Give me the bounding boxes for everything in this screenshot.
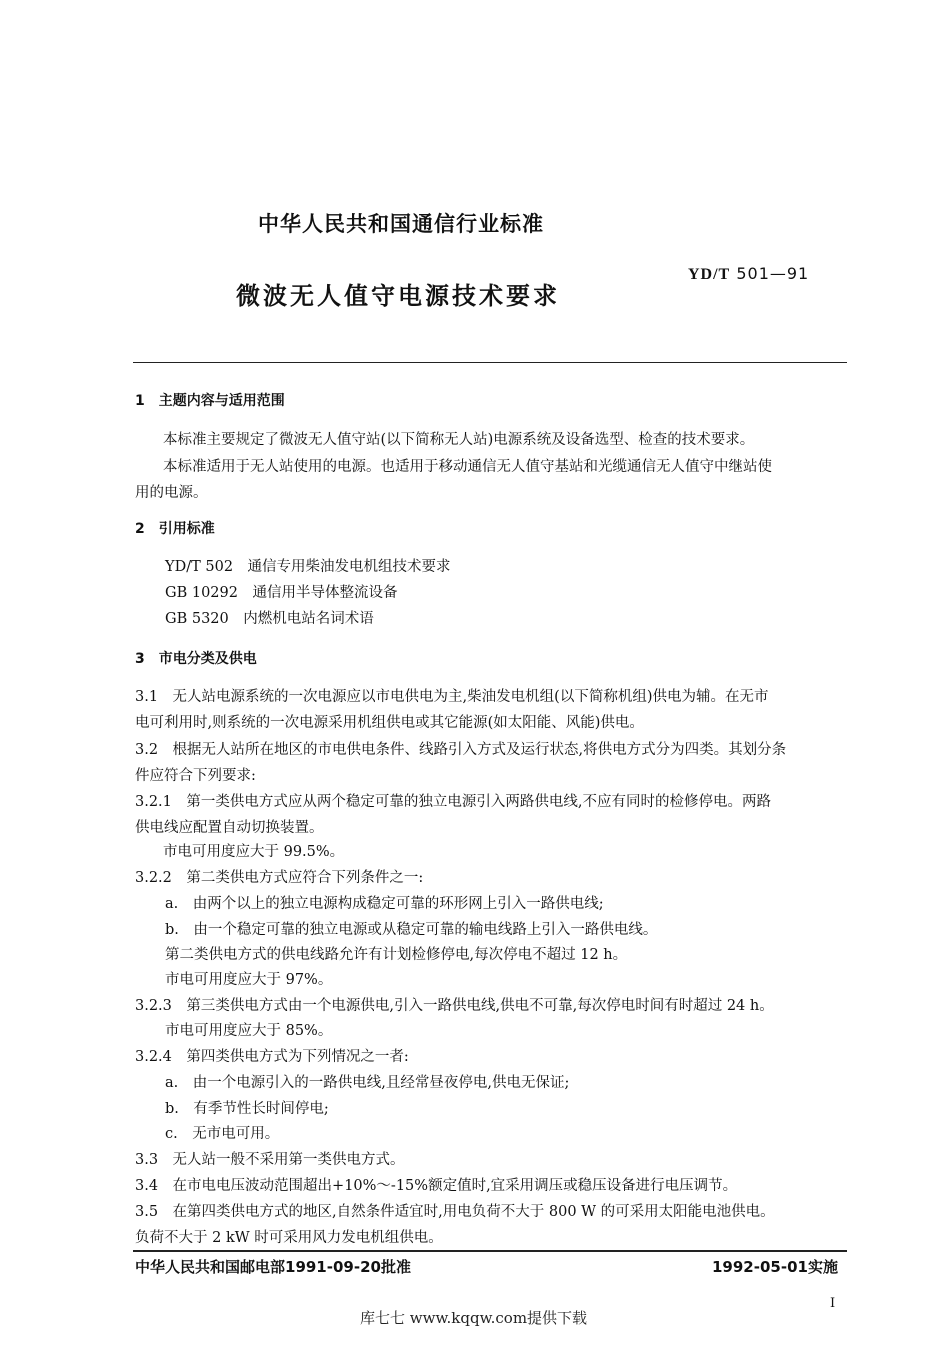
clause-line: 3.2.1 第一类供电方式应从两个稳定可靠的独立电源引入两路供电线,不应有同时的检修停电。两路 [135, 794, 771, 810]
body-line: 市电可用度应大于 97%。 [165, 972, 333, 988]
reference-line: YD/T 502 通信专用柴油发电机组技术要求 [165, 559, 451, 575]
body-line: 件应符合下列要求: [135, 768, 256, 784]
body-line: 市电可用度应大于 99.5%。 [163, 844, 345, 860]
clause-line: 3.2 根据无人站所在地区的市电供电条件、线路引入方式及运行状态,将供电方式分为四类。其划分条 [135, 742, 787, 758]
section-heading: 2 引用标准 [135, 521, 215, 537]
list-item: c. 无市电可用。 [165, 1126, 280, 1142]
clause-line: 3.2.4 第四类供电方式为下列情况之一者: [135, 1049, 409, 1065]
body-line: 本标准主要规定了微波无人值守站(以下简称无人站)电源系统及设备选型、检查的技术要求。 [163, 432, 755, 448]
document-title: 微波无人值守电源技术要求 [236, 282, 560, 310]
effective-date: 1992-05-01实施 [712, 1258, 838, 1276]
body-line: 本标准适用于无人站使用的电源。也适用于移动通信无人值守基站和光缆通信无人值守中继站使 [163, 459, 772, 475]
standard-code [688, 264, 809, 284]
clause-line: 3.4 在市电电压波动范围超出+10%～-15%额定值时,宜采用调压或稳压设备进行电压调节。 [135, 1178, 738, 1194]
issue-date: 中华人民共和国邮电部1991-09-20批准 [135, 1258, 411, 1276]
reference-line: GB 5320 内燃机电站名词术语 [165, 611, 374, 627]
header-divider [133, 362, 847, 363]
standard-code-number: 501—91 [736, 264, 810, 283]
body-line: 第二类供电方式的供电线路允许有计划检修停电,每次停电不超过 12 h。 [165, 947, 628, 963]
section-heading: 1 主题内容与适用范围 [135, 393, 285, 409]
clause-line: 3.5 在第四类供电方式的地区,自然条件适宜时,用电负荷不大于 800 W 的可采用太阳能电池供电。 [135, 1204, 775, 1220]
download-watermark: 库七七 www.kqqw.com提供下载 [360, 1309, 588, 1327]
page-number: I [830, 1296, 836, 1311]
footer-divider [133, 1250, 847, 1252]
reference-line: GB 10292 通信用半导体整流设备 [165, 585, 398, 601]
list-item: b. 由一个稳定可靠的独立电源或从稳定可靠的输电线路上引入一路供电线。 [165, 922, 658, 938]
list-item: b. 有季节性长时间停电; [165, 1101, 329, 1117]
list-item: a. 由一个电源引入的一路供电线,且经常昼夜停电,供电无保证; [165, 1075, 570, 1091]
standard-category-title: 中华人民共和国通信行业标准 [258, 212, 544, 236]
clause-line: 3.2.2 第二类供电方式应符合下列条件之一: [135, 870, 424, 886]
body-line: 负荷不大于 2 kW 时可采用风力发电机组供电。 [135, 1230, 443, 1246]
standard-code-prefix: YD/T [688, 266, 731, 283]
clause-line: 3.2.3 第三类供电方式由一个电源供电,引入一路供电线,供电不可靠,每次停电时间有时超过 24 h。 [135, 998, 774, 1014]
body-line: 电可利用时,则系统的一次电源采用机组供电或其它能源(如太阳能、风能)供电。 [135, 715, 644, 731]
body-line: 供电线应配置自动切换装置。 [135, 820, 324, 836]
body-line: 市电可用度应大于 85%。 [165, 1023, 333, 1039]
section-heading: 3 市电分类及供电 [135, 651, 257, 667]
clause-line: 3.1 无人站电源系统的一次电源应以市电供电为主,柴油发电机组(以下简称机组)供电为辅。在无市 [135, 689, 769, 705]
clause-line: 3.3 无人站一般不采用第一类供电方式。 [135, 1152, 405, 1168]
body-line: 用的电源。 [135, 485, 208, 501]
list-item: a. 由两个以上的独立电源构成稳定可靠的环形网上引入一路供电线; [165, 896, 604, 912]
